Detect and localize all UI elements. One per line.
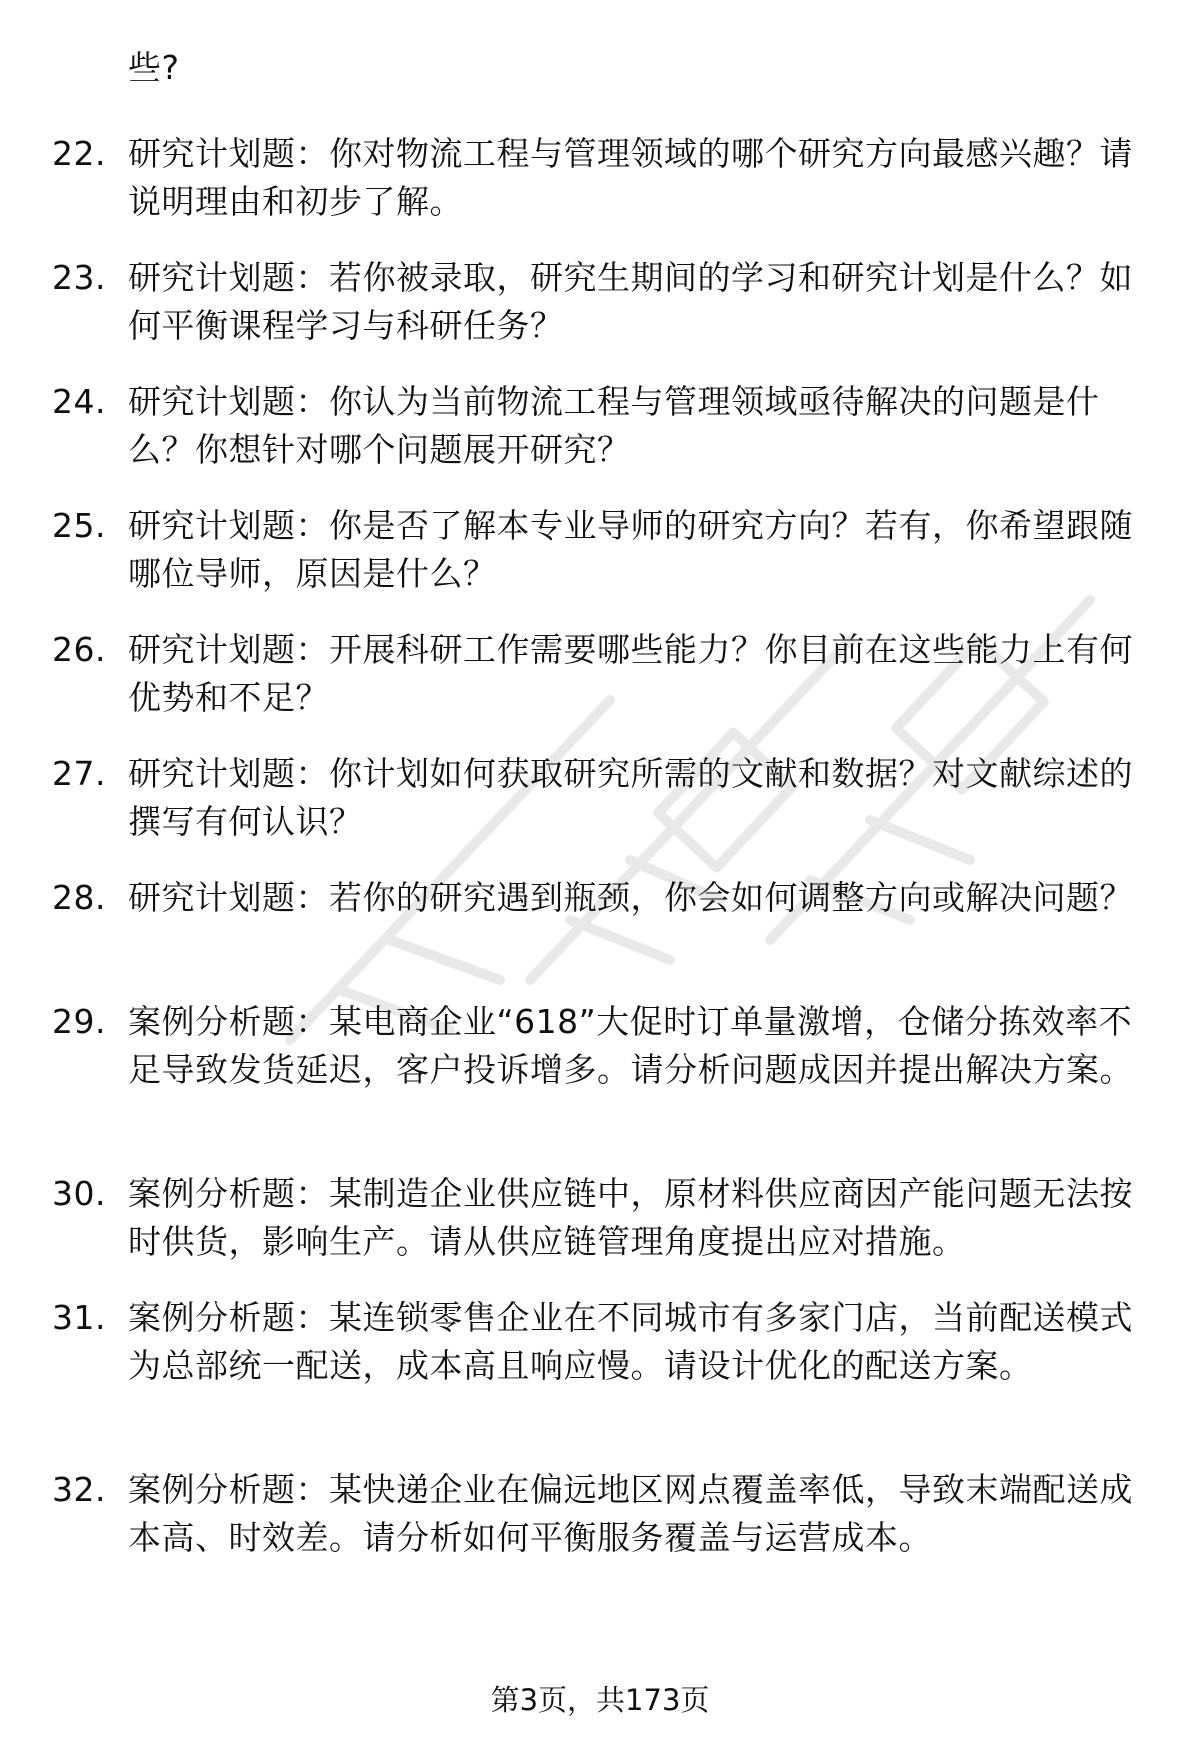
question-text: 研究计划题：你对物流工程与管理领域的哪个研究方向最感兴趣？请说明理由和初步了解。 [128, 134, 1133, 221]
question-number: 30. [52, 1174, 106, 1213]
question-text: 研究计划题：你计划如何获取研究所需的文献和数据？对文献综述的撰写有何认识？ [128, 754, 1133, 841]
question-number: 31. [52, 1298, 106, 1337]
question-text: 研究计划题：若你被录取，研究生期间的学习和研究计划是什么？如何平衡课程学习与科研任务？ [128, 258, 1133, 345]
question-number: 28. [52, 878, 106, 917]
question-number: 24. [52, 382, 106, 421]
question-text: 研究计划题：你认为当前物流工程与管理领域亟待解决的问题是什么？你想针对哪个问题展开研究？ [128, 382, 1100, 469]
question-text: 案例分析题：某快递企业在偏远地区网点覆盖率低，导致末端配送成本高、时效差。请分析如何平衡服务覆盖与运营成本。 [128, 1470, 1133, 1557]
question-number: 29. [52, 1002, 106, 1041]
question-number: 22. [52, 134, 106, 173]
page-number: 第3页，共173页 [490, 1683, 710, 1717]
question-text: 研究计划题：开展科研工作需要哪些能力？你目前在这些能力上有何优势和不足？ [128, 630, 1133, 717]
question-number: 27. [52, 754, 106, 793]
question-number: 26. [52, 630, 106, 669]
question-number: 25. [52, 506, 106, 545]
question-number: 32. [52, 1470, 106, 1509]
question-number: 23. [52, 258, 106, 297]
question-text: 案例分析题：某制造企业供应链中，原材料供应商因产能问题无法按时供货，影响生产。请从供应链管理角度提出应对措施。 [128, 1174, 1133, 1261]
question-text: 案例分析题：某连锁零售企业在不同城市有多家门店，当前配送模式为总部统一配送，成本高且响应慢。请设计优化的配送方案。 [128, 1298, 1133, 1385]
question-text-continued: 些? [128, 48, 180, 87]
question-text: 研究计划题：若你的研究遇到瓶颈，你会如何调整方向或解决问题？ [128, 878, 1133, 917]
question-text: 研究计划题：你是否了解本专业导师的研究方向？若有，你希望跟随哪位导师，原因是什么？ [128, 506, 1133, 593]
question-text: 案例分析题：某电商企业“618”大促时订单量激增，仓储分拣效率不足导致发货延迟，客户投诉增多。请分析问题成因并提出解决方案。 [128, 1002, 1133, 1089]
